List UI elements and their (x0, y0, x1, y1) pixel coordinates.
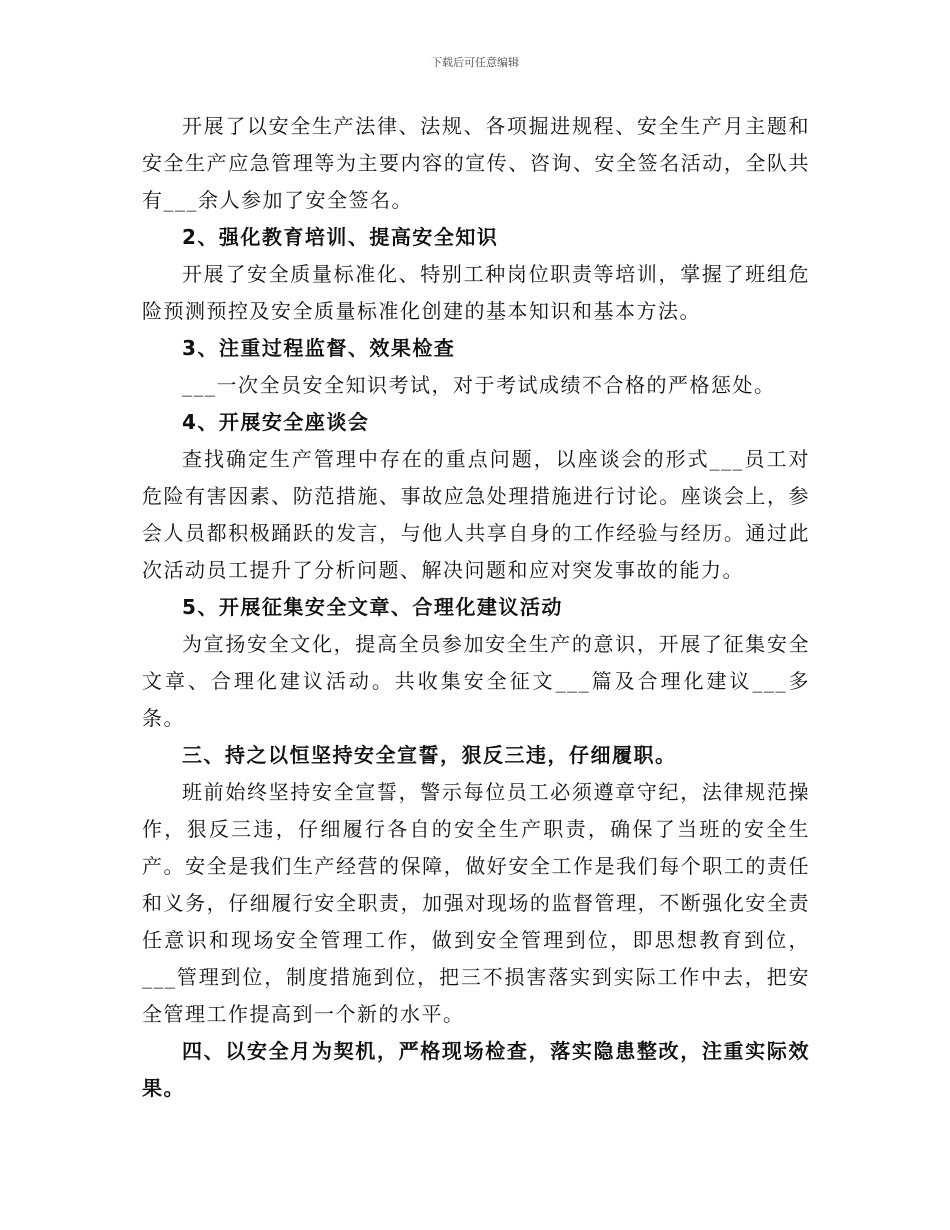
section-heading-symposium: 4、开展安全座谈会 (182, 410, 370, 434)
section-heading-essay-collection: 5、开展征集安全文章、合理化建议活动 (182, 595, 563, 619)
page-header: 下载后可任意编辑 (431, 56, 519, 69)
paragraph-activity-intro: 开展了以安全生产法律、法规、各项掘进规程、安全生产月主题和安全生产应急管理等为主要内容的宣传、咨询、安全签名活动，全队共有___余人参加了安全签名。 (142, 114, 810, 212)
paragraph-supervision: ___一次全员安全知识考试，对于考试成绩不合格的严格惩处。 (182, 373, 776, 397)
paragraph-essay-collection: 为宣扬安全文化，提高全员参加安全生产的意识，开展了征集安全文章、合理化建议活动。共收集安全征文___篇及合理化建议___多条。 (142, 632, 810, 730)
section-heading-training: 2、强化教育培训、提高安全知识 (182, 225, 499, 249)
document-body (142, 108, 810, 1107)
paragraph-training: 开展了安全质量标准化、特别工种岗位职责等培训，掌握了班组危险预测预控及安全质量标准化创建的基本知识和基本方法。 (142, 262, 810, 323)
section-heading-safety-month: 四、以安全月为契机，严格现场检查，落实隐患整改，注重实际效果。 (142, 1039, 810, 1100)
section-heading-safety-oath: 三、持之以恒坚持安全宣誓，狠反三违，仔细履职。 (182, 743, 677, 767)
paragraph-symposium: 查找确定生产管理中存在的重点问题，以座谈会的形式___员工对危险有害因素、防范措施、事故应急处理措施进行讨论。座谈会上，参会人员都积极踊跃的发言，与他人共享自身的工作经验与经历。通过此次活动员工提升了分析问题、解决问题和应对突发事故的能力。 (142, 447, 810, 582)
paragraph-safety-oath: 班前始终坚持安全宣誓，警示每位员工必须遵章守纪，法律规范操作，狠反三违，仔细履行各自的安全生产职责，确保了当班的安全生产。安全是我们生产经营的保障，做好安全工作是我们每个职工的责任和义务，仔细履行安全职责，加强对现场的监督管理，不断强化安全责任意识和现场安全管理工作，做到安全管理到位，即思想教育到位，___管理到位，制度措施到位，把三不损害落实到实际工作中去，把安全管理工作提高到一个新的水平。 (142, 780, 810, 1026)
section-heading-supervision: 3、注重过程监督、效果检查 (182, 336, 456, 360)
